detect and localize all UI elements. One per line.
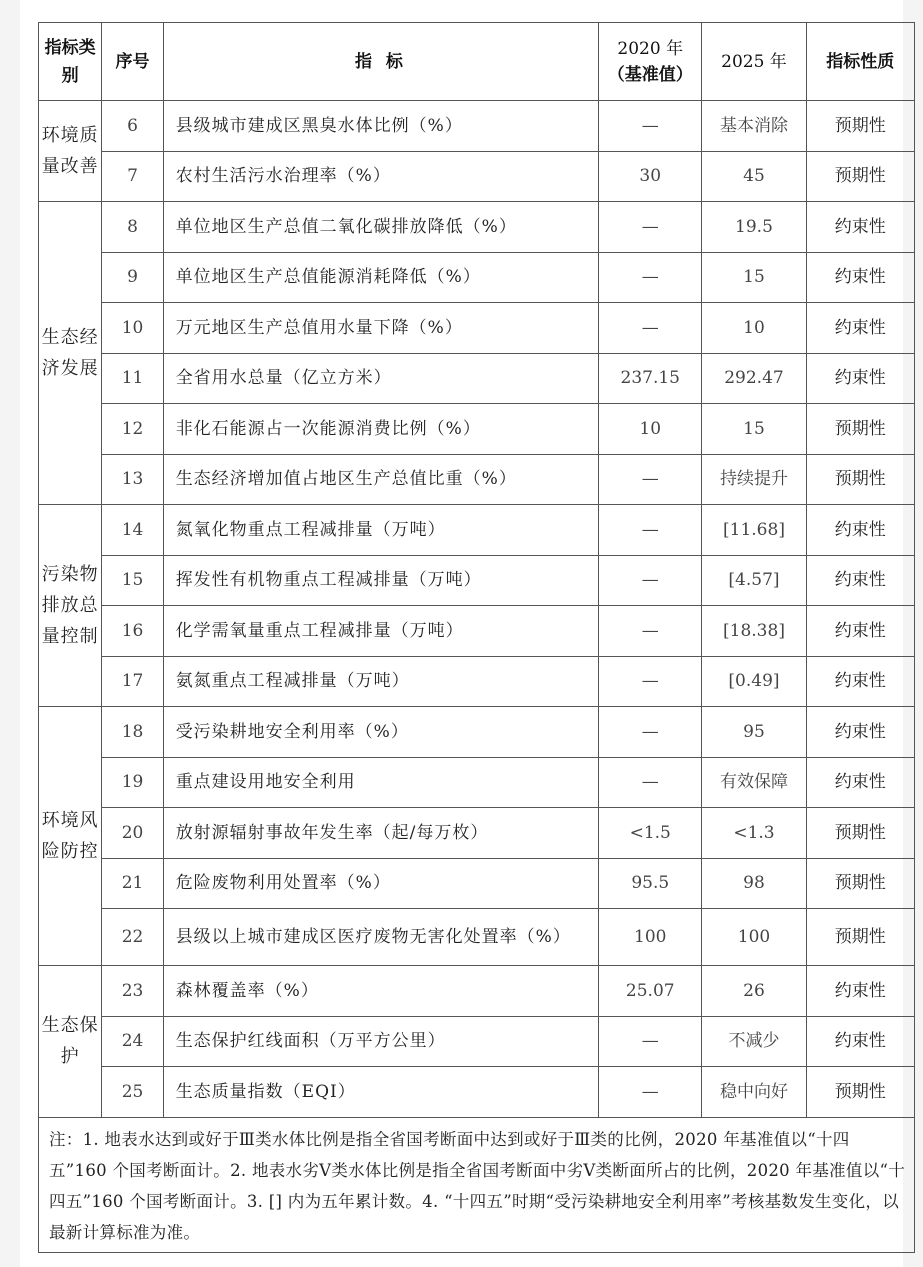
table-row [39, 353, 915, 404]
table-row [39, 303, 915, 354]
header-base-year: 2020 年 [617, 38, 684, 59]
table-row [39, 252, 915, 303]
row-base: — [599, 757, 702, 808]
table-row [39, 808, 915, 859]
category-env-quality: 环境质量改善 [39, 101, 102, 202]
row-target: 持续提升 [702, 454, 806, 505]
row-indicator: 化学需氧量重点工程减排量（万吨） [163, 606, 598, 657]
row-seq: 24 [102, 1016, 163, 1067]
row-target: 基本消除 [702, 101, 806, 152]
row-base: 237.15 [599, 353, 702, 404]
row-indicator: 单位地区生产总值二氧化碳排放降低（%） [163, 202, 598, 253]
table-row [39, 707, 915, 758]
row-nature: 预期性 [806, 858, 914, 909]
row-seq: 25 [102, 1067, 163, 1118]
row-target: 有效保障 [702, 757, 806, 808]
row-target: 45 [702, 151, 806, 202]
row-nature: 预期性 [806, 454, 914, 505]
row-nature: 约束性 [806, 656, 914, 707]
table-row [39, 101, 915, 152]
table-row [39, 1016, 915, 1067]
row-nature: 约束性 [806, 966, 914, 1017]
document-page [20, 0, 906, 1267]
note-row [39, 1117, 915, 1252]
row-base: — [599, 101, 702, 152]
row-base: — [599, 555, 702, 606]
table-row [39, 858, 915, 909]
row-indicator: 受污染耕地安全利用率（%） [163, 707, 598, 758]
row-indicator: 县级以上城市建成区医疗废物无害化处置率（%） [163, 909, 598, 966]
row-nature: 约束性 [806, 202, 914, 253]
row-seq: 13 [102, 454, 163, 505]
row-indicator: 生态质量指数（EQI） [163, 1067, 598, 1118]
row-base: — [599, 303, 702, 354]
row-nature: 预期性 [806, 404, 914, 455]
table-row [39, 454, 915, 505]
row-seq: 23 [102, 966, 163, 1017]
row-seq: 12 [102, 404, 163, 455]
row-nature: 约束性 [806, 707, 914, 758]
row-seq: 9 [102, 252, 163, 303]
header-target: 2025 年 [702, 23, 806, 101]
row-base: 100 [599, 909, 702, 966]
row-seq: 20 [102, 808, 163, 859]
row-target: 15 [702, 252, 806, 303]
row-seq: 11 [102, 353, 163, 404]
row-target: <1.3 [702, 808, 806, 859]
header-nature: 指标性质 [806, 23, 914, 101]
row-target: [4.57] [702, 555, 806, 606]
row-base: 10 [599, 404, 702, 455]
header-base-label: （基准值） [607, 64, 693, 85]
row-nature: 预期性 [806, 151, 914, 202]
row-base: — [599, 606, 702, 657]
row-indicator: 生态经济增加值占地区生产总值比重（%） [163, 454, 598, 505]
row-indicator: 非化石能源占一次能源消费比例（%） [163, 404, 598, 455]
table-row [39, 909, 915, 966]
row-seq: 10 [102, 303, 163, 354]
table-row [39, 151, 915, 202]
row-base: 25.07 [599, 966, 702, 1017]
header-seq: 序号 [102, 23, 163, 101]
row-nature: 约束性 [806, 252, 914, 303]
row-seq: 14 [102, 505, 163, 556]
table-row [39, 757, 915, 808]
row-seq: 15 [102, 555, 163, 606]
row-seq: 17 [102, 656, 163, 707]
row-indicator: 重点建设用地安全利用 [163, 757, 598, 808]
header-base [599, 23, 702, 101]
table-row [39, 202, 915, 253]
row-seq: 18 [102, 707, 163, 758]
row-indicator: 氮氧化物重点工程减排量（万吨） [163, 505, 598, 556]
row-target: 稳中向好 [702, 1067, 806, 1118]
row-target: 15 [702, 404, 806, 455]
row-target: [18.38] [702, 606, 806, 657]
table-row [39, 555, 915, 606]
row-base: — [599, 1067, 702, 1118]
row-target: 19.5 [702, 202, 806, 253]
row-target: [11.68] [702, 505, 806, 556]
row-target: [0.49] [702, 656, 806, 707]
row-target: 不减少 [702, 1016, 806, 1067]
row-nature: 预期性 [806, 909, 914, 966]
table-header-row [39, 23, 915, 101]
row-indicator: 放射源辐射事故年发生率（起/每万枚） [163, 808, 598, 859]
row-base: 30 [599, 151, 702, 202]
row-base: <1.5 [599, 808, 702, 859]
row-base: — [599, 202, 702, 253]
row-nature: 预期性 [806, 1067, 914, 1118]
row-seq: 8 [102, 202, 163, 253]
header-indicator: 指 标 [163, 23, 598, 101]
row-nature: 预期性 [806, 808, 914, 859]
row-target: 26 [702, 966, 806, 1017]
row-nature: 约束性 [806, 505, 914, 556]
row-indicator: 县级城市建成区黑臭水体比例（%） [163, 101, 598, 152]
row-indicator: 农村生活污水治理率（%） [163, 151, 598, 202]
row-seq: 22 [102, 909, 163, 966]
row-seq: 6 [102, 101, 163, 152]
row-nature: 约束性 [806, 606, 914, 657]
row-base: — [599, 1016, 702, 1067]
row-base: — [599, 505, 702, 556]
row-nature: 预期性 [806, 101, 914, 152]
category-env-risk: 环境风险防控 [39, 707, 102, 966]
row-target: 100 [702, 909, 806, 966]
table-row [39, 1067, 915, 1118]
table-row [39, 656, 915, 707]
row-indicator: 危险废物利用处置率（%） [163, 858, 598, 909]
category-pollutant: 污染物排放总量控制 [39, 505, 102, 707]
row-indicator: 单位地区生产总值能源消耗降低（%） [163, 252, 598, 303]
row-target: 292.47 [702, 353, 806, 404]
row-indicator: 生态保护红线面积（万平方公里） [163, 1016, 598, 1067]
row-indicator: 全省用水总量（亿立方米） [163, 353, 598, 404]
row-target: 95 [702, 707, 806, 758]
header-category: 指标类别 [39, 23, 102, 101]
row-target: 10 [702, 303, 806, 354]
row-base: — [599, 454, 702, 505]
row-base: 95.5 [599, 858, 702, 909]
row-indicator: 挥发性有机物重点工程减排量（万吨） [163, 555, 598, 606]
category-eco-protect: 生态保护 [39, 966, 102, 1118]
row-base: — [599, 252, 702, 303]
category-eco-economy: 生态经济发展 [39, 202, 102, 505]
row-target: 98 [702, 858, 806, 909]
row-nature: 约束性 [806, 757, 914, 808]
row-seq: 16 [102, 606, 163, 657]
table-row [39, 404, 915, 455]
row-nature: 约束性 [806, 303, 914, 354]
row-nature: 约束性 [806, 555, 914, 606]
row-base: — [599, 656, 702, 707]
table-row [39, 505, 915, 556]
row-indicator: 森林覆盖率（%） [163, 966, 598, 1017]
row-seq: 19 [102, 757, 163, 808]
row-seq: 21 [102, 858, 163, 909]
row-base: — [599, 707, 702, 758]
table-row [39, 966, 915, 1017]
table-note: 注：1. 地表水达到或好于Ⅲ类水体比例是指全省国考断面中达到或好于Ⅲ类的比例，2020 年基准值以“十四五”160 个国考断面计。2. 地表水劣Ⅴ类水体比例是指全省国考断面中劣Ⅴ类断面所占的比例，2020 年基准值以“十四五”160 个国考断面计。3. [] 内为五年累计数。4. “十四五”时期“受污染耕地安全利用率”考核基数发生变化，以最新计算标准为准。 [39, 1117, 915, 1252]
row-seq: 7 [102, 151, 163, 202]
row-indicator: 氨氮重点工程减排量（万吨） [163, 656, 598, 707]
row-nature: 约束性 [806, 353, 914, 404]
indicator-table [38, 22, 915, 1253]
row-nature: 约束性 [806, 1016, 914, 1067]
table-row [39, 606, 915, 657]
row-indicator: 万元地区生产总值用水量下降（%） [163, 303, 598, 354]
